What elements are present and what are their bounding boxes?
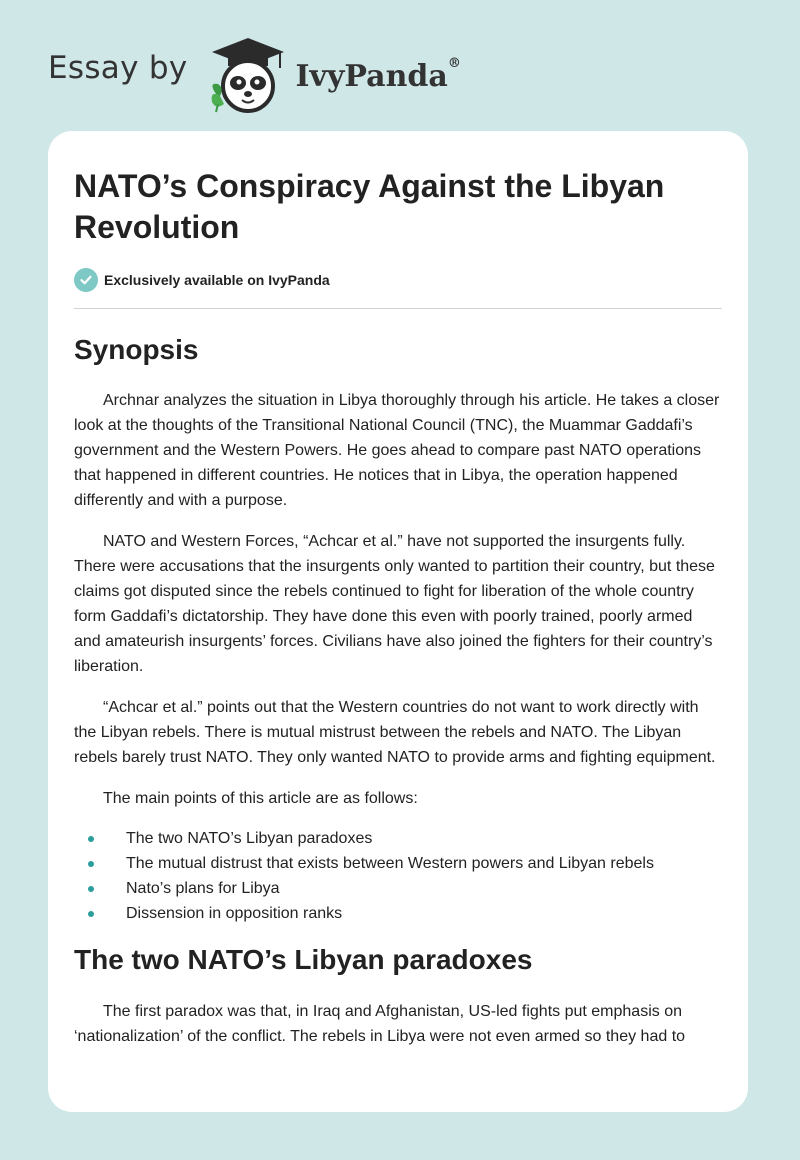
paragraph: The first paradox was that, in Iraq and Afghanistan, US-led fights put emphasis on ‘nationalization’ of the conflict. The rebels in Libya were not even armed so they had to — [74, 1003, 686, 1045]
bullet-icon — [88, 911, 94, 917]
essay-title-line-1: NATO’s Conspiracy Against the Libyan — [74, 168, 665, 204]
list-item — [74, 826, 722, 851]
brand-name — [295, 55, 461, 94]
essay-card — [48, 131, 748, 1112]
bullet-icon — [88, 836, 94, 842]
essay-title — [74, 163, 722, 248]
paragraph: The main points of this article are as follows: — [103, 790, 418, 807]
list-item-text: The two NATO’s Libyan paradoxes — [126, 830, 373, 847]
ivypanda-logo-icon[interactable] — [202, 34, 294, 114]
list-item — [74, 901, 722, 926]
site-header — [48, 34, 461, 114]
essay-title-line-2: Revolution — [74, 209, 240, 245]
check-circle-icon — [74, 268, 98, 292]
section-heading-synopsis: Synopsis — [74, 334, 199, 365]
registered-mark: ® — [447, 55, 461, 71]
paragraph: Archnar analyzes the situation in Libya thoroughly through his article. He takes a closer look at the thoughts of the Transitional National Council (TNC), the Muammar Gaddafi’s government and the Western Powers. He goes ahead to compare past NATO operations that happened in different countries. He notices that in Libya, the operation happened differently and with a purpose. — [74, 392, 720, 509]
bullet-icon — [88, 886, 94, 892]
list-item — [74, 876, 722, 901]
paragraph: “Achcar et al.” points out that the Western countries do not want to work directly with the Libyan rebels. There is mutual mistrust between the rebels and NATO. The Libyan rebels barely trust NATO. They only wanted NATO to provide arms and fighting equipment. — [74, 699, 716, 766]
exclusive-badge-text: Exclusively available on IvyPanda — [104, 272, 330, 288]
list-item-text: The mutual distrust that exists between Western powers and Libyan rebels — [126, 855, 654, 872]
exclusive-badge — [74, 267, 722, 293]
essay-by-label: Essay by — [48, 50, 188, 86]
title-divider — [74, 308, 722, 309]
list-item — [74, 851, 722, 876]
list-item-text: Nato’s plans for Libya — [126, 880, 280, 897]
bullet-icon — [88, 861, 94, 867]
main-points-list — [74, 826, 722, 926]
section-heading-paradoxes: The two NATO’s Libyan paradoxes — [74, 944, 533, 975]
list-item-text: Dissension in opposition ranks — [126, 905, 343, 922]
paragraph: NATO and Western Forces, “Achcar et al.” have not supported the insurgents fully. There were accusations that the insurgents only wanted to partition their country, but these claims got disputed since the rebels continued to fight for liberation of the whole country form Gaddafi’s dictatorship. They have done this even with poorly trained, poorly armed and amateurish insurgents’ forces. Civilians have also joined the fighters for their country’s liberation. — [74, 533, 715, 675]
brand-name-text: IvyPanda — [295, 58, 448, 94]
